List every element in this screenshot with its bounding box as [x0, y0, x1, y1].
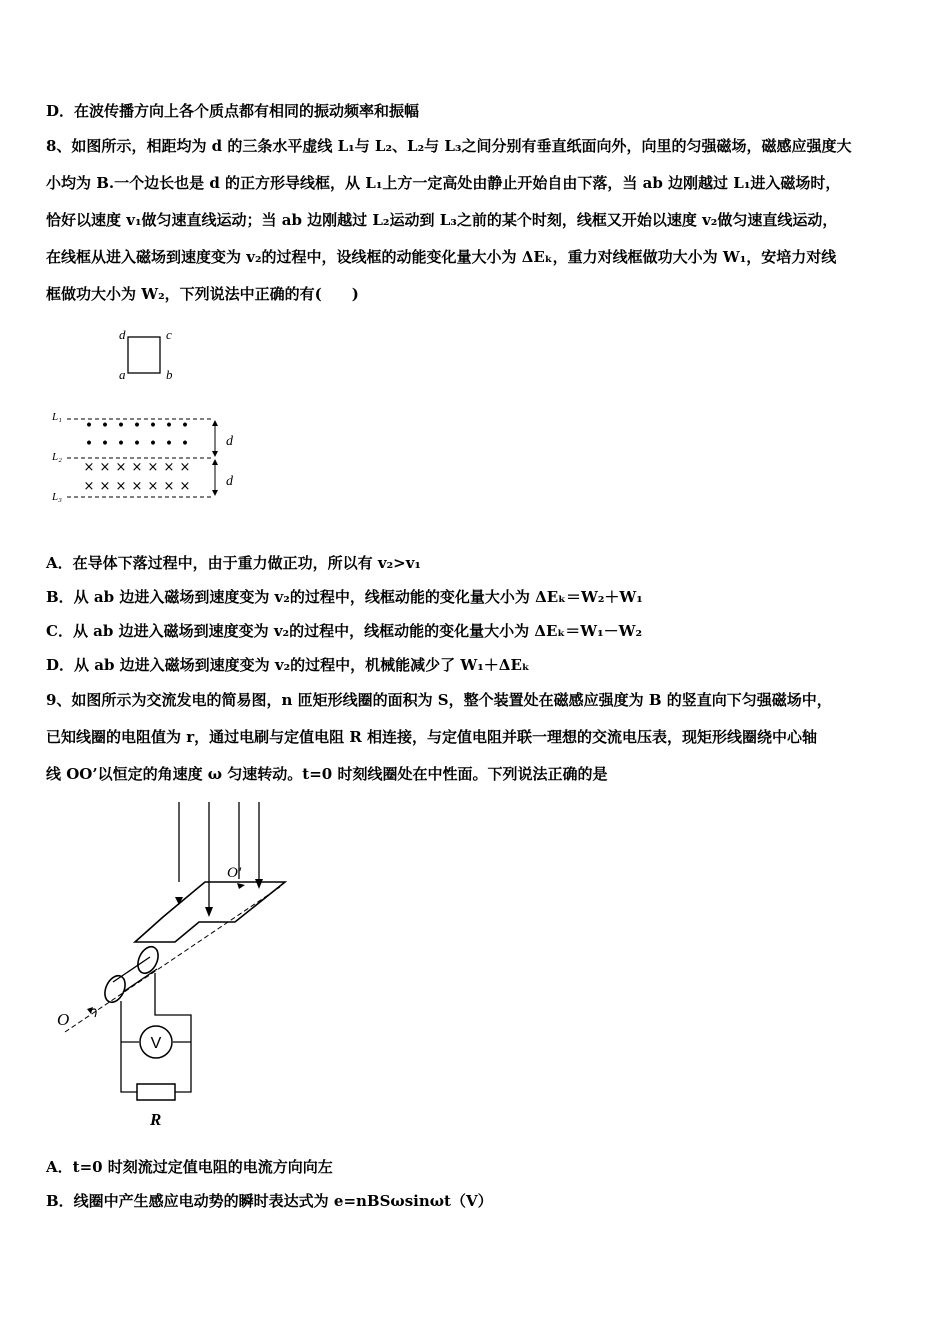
field-cross: ×: [115, 460, 127, 475]
field-dot: •: [116, 436, 126, 452]
voltmeter-label: V: [150, 1035, 162, 1052]
field-cross: ×: [83, 460, 95, 475]
gap-arrowhead-lower-top: [212, 459, 218, 465]
q8-option-c: C．从 ab 边进入磁场到速度变为 v₂的过程中，线框动能的变化量大小为 ΔEₖ＝W₁－W₂: [46, 622, 643, 640]
label-b-corner: b: [166, 367, 173, 382]
slip-ring-2: [134, 944, 162, 977]
label-l3: L₃: [52, 491, 62, 503]
label-a-corner: a: [119, 367, 126, 382]
field-dot: •: [180, 418, 190, 434]
field-arrowhead-4: [255, 879, 263, 889]
q9-option-b: B．线圈中产生感应电动势的瞬时表达式为 e=nBSωsinωt（V）: [46, 1192, 493, 1210]
resistor: [137, 1084, 175, 1100]
field-dot: •: [148, 418, 158, 434]
field-cross: ×: [147, 479, 159, 494]
q8-option-d: D．从 ab 边进入磁场到速度变为 v₂的过程中，机械能减少了 W₁＋ΔEₖ: [46, 656, 530, 674]
field-cross: ×: [179, 460, 191, 475]
field-cross: ×: [83, 479, 95, 494]
field-dot: •: [148, 436, 158, 452]
gap-label-lower: d: [226, 474, 233, 489]
coil-arrow-right: [237, 883, 245, 889]
q9-option-a: A．t=0 时刻流过定值电阻的电流方向向左: [46, 1158, 333, 1176]
label-l1: L₁: [52, 411, 62, 423]
q8-line-2: 小均为 B.一个边长也是 d 的正方形导线框，从 L₁上方一定高处由静止开始自由下落，当 ab 边刚越过 L₁进入磁场时，: [46, 174, 841, 192]
q8-option-b: B．从 ab 边进入磁场到速度变为 v₂的过程中，线框动能的变化量大小为 ΔEₖ＝W₂＋W₁: [46, 588, 643, 606]
gap-arrowhead-upper-bottom: [212, 451, 218, 457]
field-cross: ×: [131, 479, 143, 494]
axis-bottom-label: O: [57, 1010, 70, 1029]
field-cross: ×: [115, 479, 127, 494]
field-cross: ×: [163, 479, 175, 494]
label-c-corner: c: [166, 327, 172, 342]
label-l2: L₂: [52, 451, 62, 463]
field-dot: •: [132, 436, 142, 452]
gap-arrowhead-lower-bottom: [212, 490, 218, 496]
field-cross: ×: [99, 460, 111, 475]
q9-line-2: 已知线圈的电阻值为 r，通过电刷与定值电阻 R 相连接，与定值电阻并联一理想的交流电压表，现矩形线圈绕中心轴: [46, 728, 818, 746]
field-dot: •: [84, 436, 94, 452]
rotation-arrowhead: [87, 1007, 93, 1014]
gap-arrowhead-upper-top: [212, 420, 218, 426]
field-cross: ×: [179, 479, 191, 494]
q8-line-3: 恰好以速度 v₁做匀速直线运动；当 ab 边刚越过 L₂运动到 L₃之前的某个时刻，线框又开始以速度 v₂做匀速直线运动，: [46, 211, 838, 229]
field-cross: ×: [99, 479, 111, 494]
field-cross: ×: [131, 460, 143, 475]
q9-line-1: 9、如图所示为交流发电的简易图，n 匝矩形线圈的面积为 S，整个装置处在磁感应强度为 B 的竖直向下匀强磁场中，: [46, 691, 832, 709]
field-arrowhead-2: [205, 907, 213, 917]
field-out-of-page-dots: [85, 418, 189, 452]
q8-option-a: A．在导体下落过程中，由于重力做正功，所以有 v₂>v₁: [46, 554, 422, 572]
field-dot: •: [100, 436, 110, 452]
axis-top-label: O': [227, 865, 242, 881]
gap-label-upper: d: [226, 434, 233, 449]
field-dot: •: [84, 418, 94, 434]
field-cross: ×: [163, 460, 175, 475]
wire-left: [121, 1001, 137, 1092]
q8-magnetic-field-figure: [40, 320, 260, 510]
slip-ring-1: [101, 973, 129, 1006]
q9-line-3: 线 OO’以恒定的角速度 ω 匀速转动。t=0 时刻线圈处在中性面。下列说法正确的是: [46, 765, 608, 783]
field-dot: •: [100, 418, 110, 434]
field-dot: •: [164, 436, 174, 452]
q8-line-4: 在线框从进入磁场到速度变为 v₂的过程中，设线框的动能变化量大小为 ΔEₖ，重力对线框做功大小为 W₁，安培力对线: [46, 248, 837, 266]
prev-option-d: D．在波传播方向上各个质点都有相同的振动频率和振幅: [46, 102, 420, 120]
q9-ac-generator-figure: [45, 797, 295, 1132]
field-cross: ×: [147, 460, 159, 475]
q8-line-5: 框做功大小为 W₂，下列说法中正确的有( ): [46, 285, 359, 303]
field-into-page-crosses: [84, 460, 191, 494]
resistor-label: R: [150, 1110, 162, 1129]
label-d-corner: d: [119, 327, 126, 342]
field-dot: •: [180, 436, 190, 452]
q8-line-1: 8、如图所示，相距均为 d 的三条水平虚线 L₁与 L₂、L₂与 L₃之间分别有垂直纸面向外，向里的匀强磁场，磁感应强度大: [46, 137, 852, 155]
field-dot: •: [164, 418, 174, 434]
square-wire-frame: [128, 337, 160, 373]
field-dot: •: [132, 418, 142, 434]
field-dot: •: [116, 418, 126, 434]
